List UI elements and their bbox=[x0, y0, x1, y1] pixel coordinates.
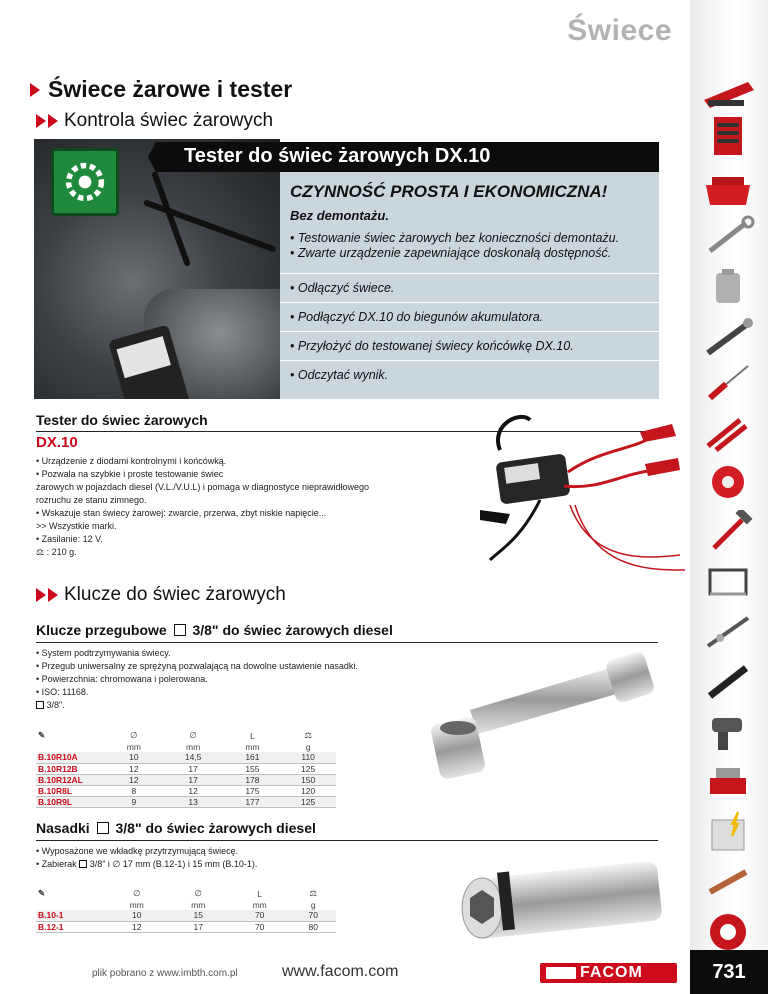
footer-website-link[interactable]: www.facom.com bbox=[282, 963, 399, 980]
gear-badge-icon bbox=[51, 148, 119, 216]
weight-line: ⚖ : 210 g. bbox=[36, 547, 77, 557]
square-drive-icon bbox=[79, 860, 87, 868]
table-row: B.10R12AL 12 17 178 150 bbox=[36, 774, 336, 785]
subsection-title-inspection bbox=[36, 110, 273, 132]
subsection-title-wrenches bbox=[36, 584, 286, 606]
square-drive-icon bbox=[174, 624, 186, 636]
impact-wrench-icon bbox=[698, 710, 758, 754]
socket-product-image bbox=[430, 850, 690, 950]
infobox-step: • Odczytać wynik. bbox=[290, 368, 389, 382]
divider bbox=[36, 840, 658, 841]
table-row: B.10R8L 8 12 175 120 bbox=[36, 785, 336, 796]
desc-line: • Wyposażone we wkładkę przytrzymującą świecę. bbox=[36, 846, 239, 856]
section-arrow-icon bbox=[30, 83, 40, 97]
wrenches-description bbox=[36, 647, 358, 712]
weight-icon: ⚖ bbox=[304, 730, 312, 740]
sockets-heading: Nasadki 3/8" do świec żarowych diesel bbox=[36, 820, 316, 836]
tester-product-image bbox=[480, 410, 690, 580]
desc-line: • Wskazuje stan świecy żarowej: zwarcie, przerwa, zbyt niskie napięcie... bbox=[36, 508, 327, 518]
wrench-icon bbox=[698, 215, 758, 259]
page-header-title: Świece bbox=[567, 14, 672, 47]
ref-icon: ✎ bbox=[38, 888, 46, 898]
diameter-icon: ∅ bbox=[189, 730, 197, 740]
desc-line: rozruchu ze stanu zimnego. bbox=[36, 495, 147, 505]
desc-line: • System podtrzymywania świecy. bbox=[36, 648, 171, 658]
ratchet-icon bbox=[698, 315, 758, 359]
ref-icon: ✎ bbox=[38, 730, 46, 740]
flashlight-icon bbox=[698, 660, 758, 704]
double-arrow-icon bbox=[48, 588, 58, 602]
socket-icon bbox=[698, 265, 758, 309]
tester-heading: Tester do świec żarowych bbox=[36, 412, 208, 428]
infobox-subtitle: Bez demontażu. bbox=[290, 208, 389, 223]
table-row: B.10R9L 9 13 177 125 bbox=[36, 796, 336, 807]
infobox-title: CZYNNOŚĆ PROSTA I EKONOMICZNA! bbox=[290, 182, 608, 201]
car-wheel-icon bbox=[698, 910, 758, 954]
table-row: B.10-1 10 15 70 70 bbox=[36, 910, 336, 921]
saw-icon bbox=[698, 560, 758, 604]
desc-line: • Zabierak 3/8" i ∅ 17 mm (B.12-1) i 15 mm (B.10-1). bbox=[36, 859, 258, 869]
desc-line: • Urządzenie z diodami kontrolnymi i końcówką. bbox=[36, 456, 227, 466]
footer-download-note: plik pobrano z www.imbth.com.pl bbox=[92, 968, 238, 979]
page-number: 731 bbox=[690, 950, 768, 994]
infobox-bullet: • Testowanie świec żarowych bez konieczności demontażu. bbox=[290, 231, 620, 245]
tool-trolley-icon bbox=[698, 70, 758, 114]
tool-cabinet-icon bbox=[698, 115, 758, 159]
sockets-description bbox=[36, 845, 257, 871]
weight-icon: ⚖ bbox=[309, 888, 318, 898]
double-arrow-icon bbox=[36, 114, 46, 128]
infobox-step: • Przyłożyć do testowanej świecy końcówkę DX.10. bbox=[290, 339, 574, 353]
diameter-icon: ∅ bbox=[130, 730, 138, 740]
weight-icon: ⚖ bbox=[36, 547, 47, 557]
sidebar bbox=[690, 0, 768, 994]
desc-line: >> Wszystkie marki. bbox=[36, 521, 117, 531]
diameter-icon: ∅ bbox=[133, 888, 141, 898]
infobox bbox=[280, 172, 659, 399]
infobox-step: • Podłączyć DX.10 do biegunów akumulatora. bbox=[290, 310, 544, 324]
desc-line: żarowych w pojazdach diesel (V.L./V.U.L) i pomaga w diagnostyce nieprawidłowego bbox=[36, 482, 370, 492]
infobox-step: • Odłączyć świece. bbox=[290, 281, 395, 295]
wrenches-heading: Klucze przegubowe 3/8" do świec żarowych diesel bbox=[36, 622, 393, 638]
pliers-icon bbox=[698, 410, 758, 454]
desc-line: • Przegub uniwersalny ze sprężyną pozwalającą na dowolne ustawienie nasadki. bbox=[36, 661, 358, 671]
square-drive-icon bbox=[36, 701, 44, 709]
desc-line: • Zasilanie: 12 V. bbox=[36, 534, 103, 544]
hammer-icon bbox=[698, 510, 758, 554]
wrench-product-image bbox=[430, 650, 690, 780]
double-arrow-icon bbox=[48, 114, 58, 128]
product-banner bbox=[156, 142, 659, 172]
desc-line: 3/8". bbox=[36, 699, 358, 712]
subsection-title-text: Kontrola świec żarowych bbox=[64, 110, 274, 131]
desc-line: • Powierzchnia: chromowana i polerowana. bbox=[36, 674, 208, 684]
cutter-icon bbox=[698, 610, 758, 654]
tester-model: DX.10 bbox=[36, 434, 78, 451]
desc-line: • Pozwala na szybkie i proste testowanie świec bbox=[36, 469, 224, 479]
infobox-bullet: • Zwarte urządzenie zapewniające doskonałą dostępność. bbox=[290, 246, 612, 260]
double-arrow-icon bbox=[36, 588, 46, 602]
wrenches-table: ✎ ∅ ∅ L ⚖ mm mm mm g B.10R10A 10 14,5 161 110 B.10R12B 12 17 155 125 B.10R12AL 12 17 178 150 B.10R8L 8 12 175 120 B.10R9L 9 13 177 125 bbox=[36, 730, 336, 808]
tester-description bbox=[36, 455, 369, 559]
vise-icon bbox=[698, 760, 758, 804]
electrical-icon bbox=[698, 810, 758, 854]
section-title-text: Świece żarowe i tester bbox=[48, 76, 293, 102]
table-row: B.12-1 12 17 70 80 bbox=[36, 921, 336, 932]
subsection-title-text: Klucze do świec żarowych bbox=[64, 584, 286, 605]
tape-measure-icon bbox=[698, 460, 758, 504]
diameter-icon: ∅ bbox=[112, 859, 121, 869]
desc-line: • ISO: 11168. bbox=[36, 687, 89, 697]
table-row: B.10R10A 10 14,5 161 110 bbox=[36, 752, 336, 763]
sockets-table: ✎ ∅ ∅ L ⚖ mm mm mm g B.10-1 10 15 70 70 B.12-1 12 17 70 80 bbox=[36, 888, 336, 933]
square-drive-icon bbox=[97, 822, 109, 834]
product-banner-title: Tester do świec żarowych DX.10 bbox=[184, 145, 491, 167]
divider bbox=[36, 642, 658, 643]
facom-logo: FACOM bbox=[540, 963, 677, 983]
section-title bbox=[30, 76, 292, 103]
glow-plug-icon bbox=[698, 860, 758, 904]
screwdriver-icon bbox=[698, 360, 758, 404]
toolbox-icon bbox=[698, 167, 758, 211]
diameter-icon: ∅ bbox=[194, 888, 202, 898]
table-row: B.10R12B 12 17 155 125 bbox=[36, 763, 336, 774]
